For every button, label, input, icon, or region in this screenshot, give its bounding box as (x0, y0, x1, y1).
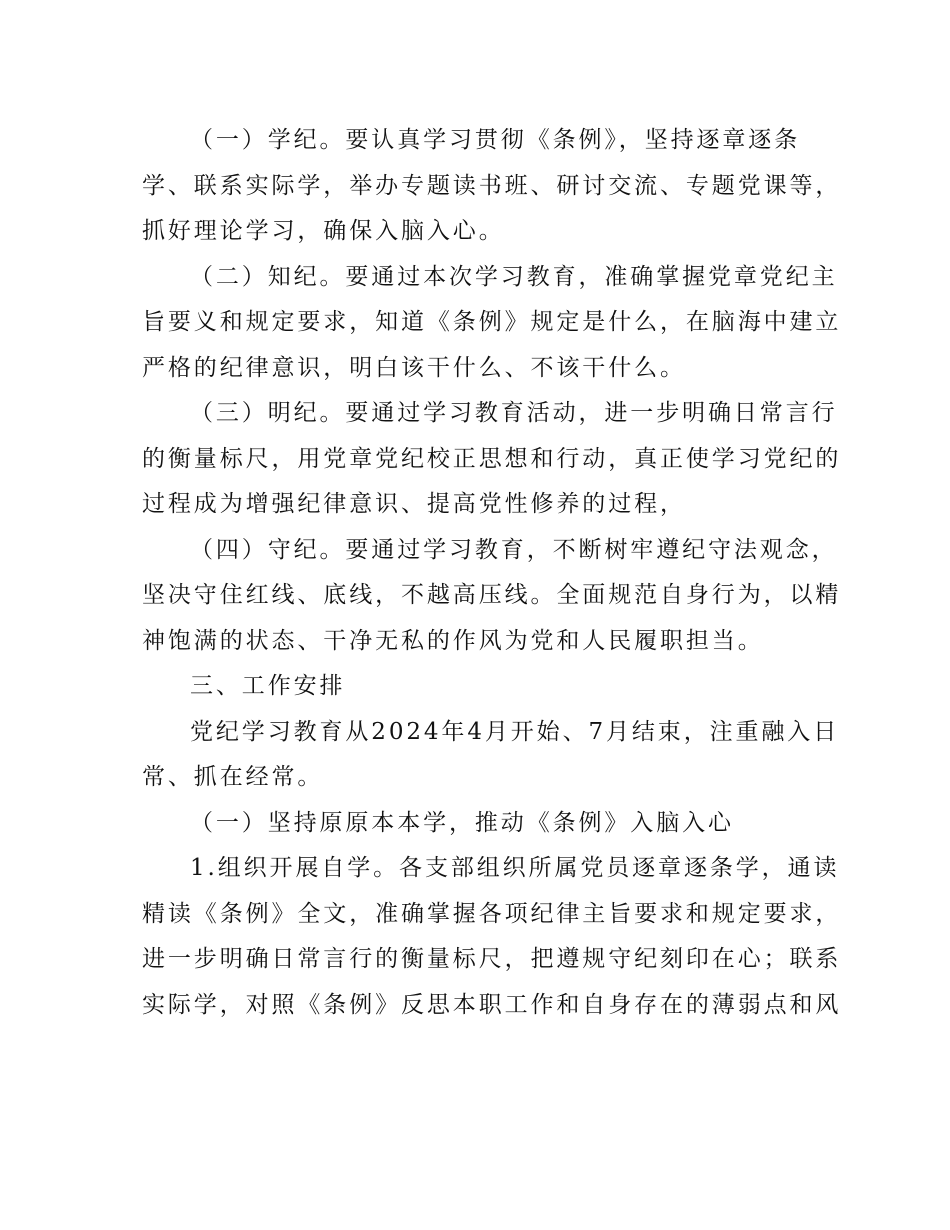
paragraph-zhiji (142, 255, 842, 392)
paragraph-line: 精读《条例》全文，准确掌握各项纪律主旨要求和规定要求， (142, 900, 842, 927)
paragraph-line: 党纪学习教育从2024年4月开始、7月结束，注重融入日 (190, 718, 840, 745)
paragraph-line: 的衡量标尺，用党章党纪校正思想和行动，真正使学习党纪的 (142, 445, 842, 472)
paragraph-line: 进一步明确日常言行的衡量标尺，把遵规守纪刻印在心；联系 (142, 946, 842, 972)
paragraph-line: 抓好理论学习，确保入脑入心。 (142, 218, 505, 244)
paragraph-line: 过程成为增强纪律意识、提高党性修养的过程， (142, 491, 686, 517)
subsection-heading: （一）坚持原原本本学，推动《条例》入脑入心 (190, 809, 734, 836)
paragraph-line: （一）学纪。要认真学习贯彻《条例》，坚持逐章逐条 (190, 127, 801, 153)
paragraph-shouji (142, 528, 842, 665)
paragraph-xueji (142, 118, 842, 255)
section-heading-work-arrangement (142, 664, 810, 710)
paragraph-line: 学、联系实际学，举办专题读书班、研讨交流、专题党课等， (142, 172, 842, 199)
paragraph-line: 严格的纪律意识，明白该干什么、不该干什么。 (142, 354, 686, 381)
paragraph-line: 1.组织开展自学。各支部组织所属党员逐章逐条学，通读 (190, 855, 840, 881)
paragraph-self-study (142, 846, 842, 1028)
document-body (142, 118, 842, 1028)
paragraph-line: （二）知纪。要通过本次学习教育，准确掌握党章党纪主 (190, 263, 838, 290)
paragraph-line: 坚决守住红线、底线，不越高压线。全面规范自身行为，以精 (142, 582, 842, 608)
paragraph-line: （四）守纪。要通过学习教育，不断树牢遵纪守法观念， (190, 536, 838, 563)
paragraph-line: （三）明纪。要通过学习教育活动，进一步明确日常言行 (190, 400, 838, 426)
paragraph-line: 神饱满的状态、干净无私的作风为党和人民履职担当。 (142, 627, 764, 654)
subsection-heading-study (142, 801, 810, 847)
section-heading: 三、工作安排 (190, 673, 346, 699)
paragraph-line: 常、抓在经常。 (142, 764, 324, 790)
paragraph-mingji (142, 391, 842, 528)
paragraph-line: 旨要义和规定要求，知道《条例》规定是什么，在脑海中建立 (142, 309, 842, 335)
paragraph-schedule (142, 710, 840, 801)
paragraph-line: 实际学，对照《条例》反思本职工作和自身存在的薄弱点和风 (142, 991, 842, 1018)
